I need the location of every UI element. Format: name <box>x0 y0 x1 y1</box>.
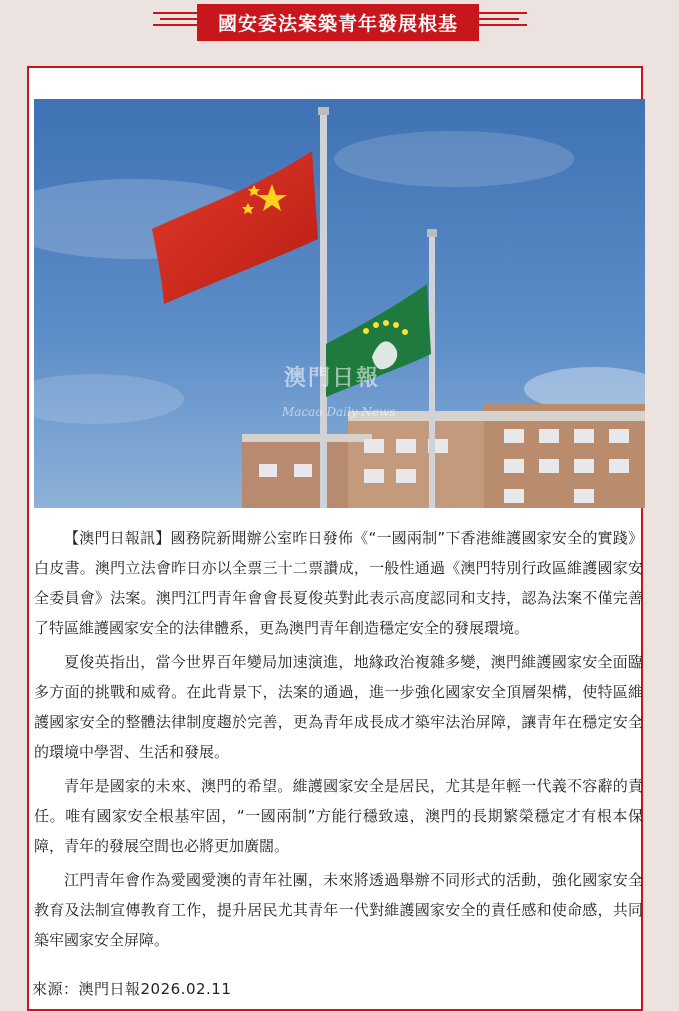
article-paragraph: 夏俊英指出，當今世界百年變局加速演進，地緣政治複雜多變，澳門維護國家安全面臨多方面的挑戰和威脅。在此背景下，法案的通過，進一步強化國家安全頂層架構，使特區維護國家安全的整體法律制度趨於完善，更為青年成長成才築牢法治屏障，讓青年在穩定安全的環境中學習、生活和發展。 <box>34 653 643 761</box>
banner-deco-line <box>479 24 527 26</box>
banner-deco-line <box>479 12 527 14</box>
banner-deco-line <box>479 18 519 20</box>
article-paragraph: 青年是國家的未來、澳門的希望。維護國家安全是居民，尤其是年輕一代義不容辭的責任。唯有國家安全根基牢固，“一國兩制”方能行穩致遠，澳門的長期繁榮穩定才有根本保障，青年的發展空間也必將更加廣闊。 <box>34 777 643 855</box>
banner-deco-line <box>153 24 197 26</box>
article-body <box>34 523 643 959</box>
article-source: 來源：澳門日報2026.02.11 <box>32 980 232 998</box>
flags-photo <box>34 99 645 508</box>
article-paragraph: 江門青年會作為愛國愛澳的青年社團，未來將透過舉辦不同形式的活動，強化國家安全教育及法制宣傳教育工作，提升居民尤其青年一代對維護國家安全的責任感和使命感，共同築牢國家安全屏障。 <box>34 871 643 949</box>
page-title: 國安委法案築青年發展根基 <box>197 4 479 41</box>
article-paragraph: 【澳門日報訊】國務院新聞辦公室昨日發佈《“一國兩制”下香港維護國家安全的實踐》白皮書。澳門立法會昨日亦以全票三十二票讚成，一般性通過《澳門特別行政區維護國家安全委員會》法案。澳門江門青年會會長夏俊英對此表示高度認同和支持，認為法案不僅完善了特區維護國家安全的法律體系，更為澳門青年創造穩定安全的發展環境。 <box>34 529 643 637</box>
banner-deco-line <box>153 12 197 14</box>
banner-deco-line <box>160 18 197 20</box>
article-card <box>27 66 643 1011</box>
title-banner <box>0 0 679 48</box>
watermark-text: Macao Daily News <box>282 405 396 419</box>
watermark-logo: 澳門日報 <box>284 365 381 391</box>
